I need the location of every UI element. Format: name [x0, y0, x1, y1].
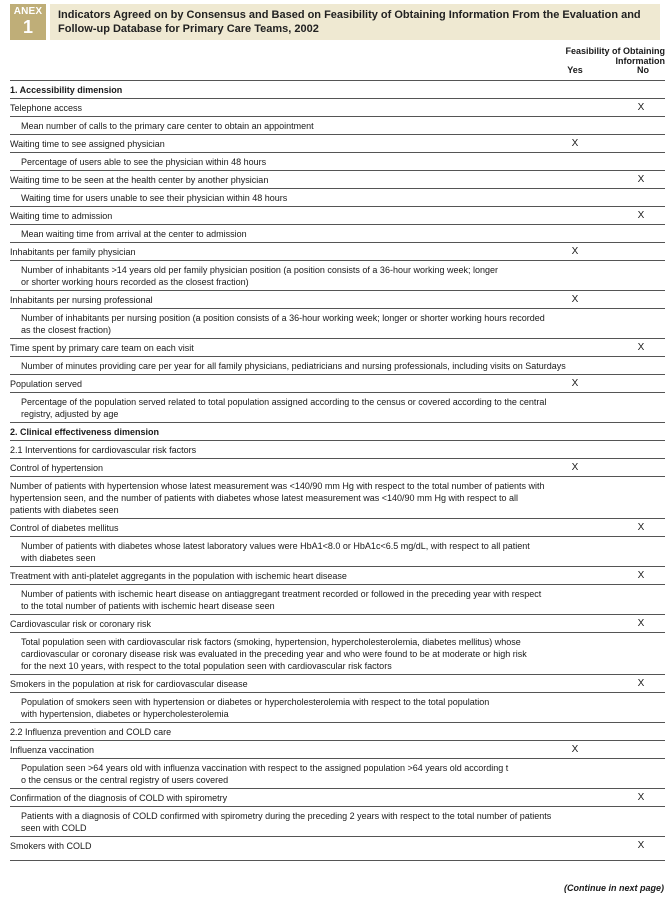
- feasibility-yes-mark: X: [571, 462, 579, 473]
- indicator-description-line: o the census or the central registry of users covered: [21, 775, 229, 785]
- indicator-description-row: [10, 585, 665, 615]
- indicator-row: [10, 615, 665, 633]
- indicator-description-row: [10, 693, 665, 723]
- indicator-description-row: [10, 153, 665, 171]
- indicator-description-line: registry, adjusted by age: [21, 409, 119, 419]
- subsection-row: [10, 441, 665, 459]
- indicator-description-row: [10, 807, 665, 837]
- indicator-name: Control of diabetes mellitus: [10, 523, 119, 533]
- indicator-description-line: with hypertension, diabetes or hypercholesterolemia: [21, 709, 229, 719]
- indicator-description-line: with diabetes seen: [21, 553, 96, 563]
- indicator-description-line: Patients with a diagnosis of COLD confirmed with spirometry during the preceding 2 years with respect to the total number of patients: [21, 811, 552, 821]
- page-title: Indicators Agreed on by Consensus and Based on Feasibility of Obtaining Information From the Evaluation and Follow-up Database for Primary Care Teams, 2002: [58, 9, 641, 35]
- indicator-description-line: to the total number of patients with ischemic heart disease seen: [21, 601, 275, 611]
- feasibility-yes-mark: X: [571, 294, 579, 305]
- feasibility-header: Feasibility of Obtaining Information: [565, 46, 665, 66]
- indicator-description-row: [10, 477, 665, 519]
- indicator-description-line: Number of patients with hypertension whose latest measurement was <140/90 mm Hg with respect to the total number of patients with: [10, 481, 545, 491]
- indicator-description-line: cardiovascular or coronary disease risk was evaluated in the preceding year and who were found to be at moderate or high risk: [21, 649, 527, 659]
- subsection-title: 2.2 Influenza prevention and COLD care: [10, 727, 172, 737]
- feasibility-no-mark: X: [637, 792, 645, 803]
- annex-label: ANEX: [13, 6, 43, 17]
- feasibility-yes-mark: X: [571, 138, 579, 149]
- indicator-description-row: [10, 537, 665, 567]
- indicator-row: [10, 789, 665, 807]
- indicator-row: [10, 135, 665, 153]
- indicator-row: [10, 291, 665, 309]
- indicator-row: [10, 567, 665, 585]
- subsection-row: [10, 723, 665, 741]
- indicator-row: [10, 741, 665, 759]
- section-title: 2. Clinical effectiveness dimension: [10, 427, 160, 437]
- indicator-description-line: Number of inhabitants per nursing position (a position consists of a 36-hour working week; longer or shorter working hours recorded: [21, 313, 545, 323]
- indicator-description-line: as the closest fraction): [21, 325, 112, 335]
- indicator-description-line: Population of smokers seen with hypertension or diabetes or hypercholesterolemia with respect to the total population: [21, 697, 490, 707]
- indicator-description-line: patients with diabetes seen: [10, 505, 119, 515]
- indicator-description: Mean waiting time from arrival at the center to admission: [21, 229, 247, 239]
- feasibility-no-mark: X: [637, 678, 645, 689]
- section-title: 1. Accessibility dimension: [10, 85, 123, 95]
- indicator-row: [10, 243, 665, 261]
- indicator-name: Waiting time to see assigned physician: [10, 139, 165, 149]
- section-row: [10, 423, 665, 441]
- indicator-name: Waiting time to admission: [10, 211, 113, 221]
- indicator-description: Mean number of calls to the primary care center to obtain an appointment: [21, 121, 314, 131]
- feasibility-yes-mark: X: [571, 246, 579, 257]
- indicator-row: [10, 459, 665, 477]
- feasibility-no-mark: X: [637, 522, 645, 533]
- indicator-description-row: [10, 759, 665, 789]
- feasibility-no-mark: X: [637, 174, 645, 185]
- feasibility-no-mark: X: [637, 102, 645, 113]
- indicator-name: Cardiovascular risk or coronary risk: [10, 619, 152, 629]
- indicator-description-line: for the next 10 years, with respect to the total population seen with cardiovascular risk factors: [21, 661, 392, 671]
- indicator-description-row: [10, 393, 665, 423]
- indicator-row: [10, 207, 665, 225]
- indicator-description-row: [10, 117, 665, 135]
- indicator-name: Waiting time to be seen at the health center by another physician: [10, 175, 269, 185]
- indicator-name: Smokers with COLD: [10, 841, 92, 851]
- indicator-description-line: hypertension seen, and the number of patients with diabetes whose latest measurement was <140/90 mm Hg with respect to all: [10, 493, 519, 503]
- indicator-row: [10, 375, 665, 393]
- indicators-table: [10, 80, 665, 861]
- indicator-row: [10, 519, 665, 537]
- indicator-name: Influenza vaccination: [10, 745, 95, 755]
- indicator-description-line: or shorter working hours recorded as the closest fraction): [21, 277, 249, 287]
- indicator-description-line: seen with COLD: [21, 823, 87, 833]
- feasibility-no-mark: X: [637, 840, 645, 851]
- indicator-name: Treatment with anti-platelet aggregants in the population with ischemic heart disease: [10, 571, 347, 581]
- indicator-description-row: [10, 261, 665, 291]
- indicator-name: Inhabitants per nursing professional: [10, 295, 153, 305]
- indicator-description-row: [10, 225, 665, 243]
- indicator-description-line: Number of inhabitants >14 years old per family physician position (a position consists of a 36-hour working week; longer: [21, 265, 498, 275]
- annex-number: 1: [22, 17, 33, 37]
- indicator-row: [10, 837, 665, 861]
- indicator-description-line: Total population seen with cardiovascular risk factors (smoking, hypertension, hypercholesterolemia, diabetes mellitus) whose: [21, 637, 521, 647]
- indicator-description-row: [10, 189, 665, 207]
- indicator-description-line: Population seen >64 years old with influenza vaccination with respect to the assigned population >64 years old according t: [21, 763, 509, 773]
- indicator-row: [10, 171, 665, 189]
- indicator-name: Population served: [10, 379, 83, 389]
- section-row: [10, 81, 665, 99]
- indicator-row: [10, 675, 665, 693]
- annex-badge: [10, 4, 46, 40]
- feasibility-yes-mark: X: [571, 744, 579, 755]
- indicator-name: Time spent by primary care team on each visit: [10, 343, 194, 353]
- continue-note: (Continue in next page): [564, 883, 664, 893]
- indicator-description-row: [10, 357, 665, 375]
- indicator-row: [10, 99, 665, 117]
- column-header-no: No: [637, 65, 649, 75]
- feasibility-no-mark: X: [637, 570, 645, 581]
- indicator-name: Smokers in the population at risk for cardiovascular disease: [10, 679, 248, 689]
- indicator-description: Number of minutes providing care per year for all family physicians, pediatricians and nursing professionals, including visits on Saturdays: [21, 361, 566, 371]
- feasibility-no-mark: X: [637, 342, 645, 353]
- indicator-name: Inhabitants per family physician: [10, 247, 136, 257]
- indicator-description: Waiting time for users unable to see their physician within 48 hours: [21, 193, 288, 203]
- indicator-description-row: [10, 633, 665, 675]
- column-header-yes: Yes: [567, 65, 583, 75]
- feasibility-yes-mark: X: [571, 378, 579, 389]
- indicator-name: Control of hypertension: [10, 463, 104, 473]
- indicator-name: Confirmation of the diagnosis of COLD with spirometry: [10, 793, 228, 803]
- indicator-row: [10, 339, 665, 357]
- indicator-description-line: Percentage of the population served related to total population assigned according to the census or covered according to the central: [21, 397, 547, 407]
- indicator-description: Percentage of users able to see the physician within 48 hours: [21, 157, 267, 167]
- feasibility-no-mark: X: [637, 210, 645, 221]
- indicator-name: Telephone access: [10, 103, 83, 113]
- indicator-description-line: Number of patients with ischemic heart disease on antiaggregant treatment recorded or followed in the preceding year with respect: [21, 589, 542, 599]
- feasibility-no-mark: X: [637, 618, 645, 629]
- subsection-title: 2.1 Interventions for cardiovascular risk factors: [10, 445, 197, 455]
- indicator-description-row: [10, 309, 665, 339]
- indicator-description-line: Number of patients with diabetes whose latest laboratory values were HbA1<8.0 or HbA1c<6.5 mg/dL, with respect to all patient: [21, 541, 530, 551]
